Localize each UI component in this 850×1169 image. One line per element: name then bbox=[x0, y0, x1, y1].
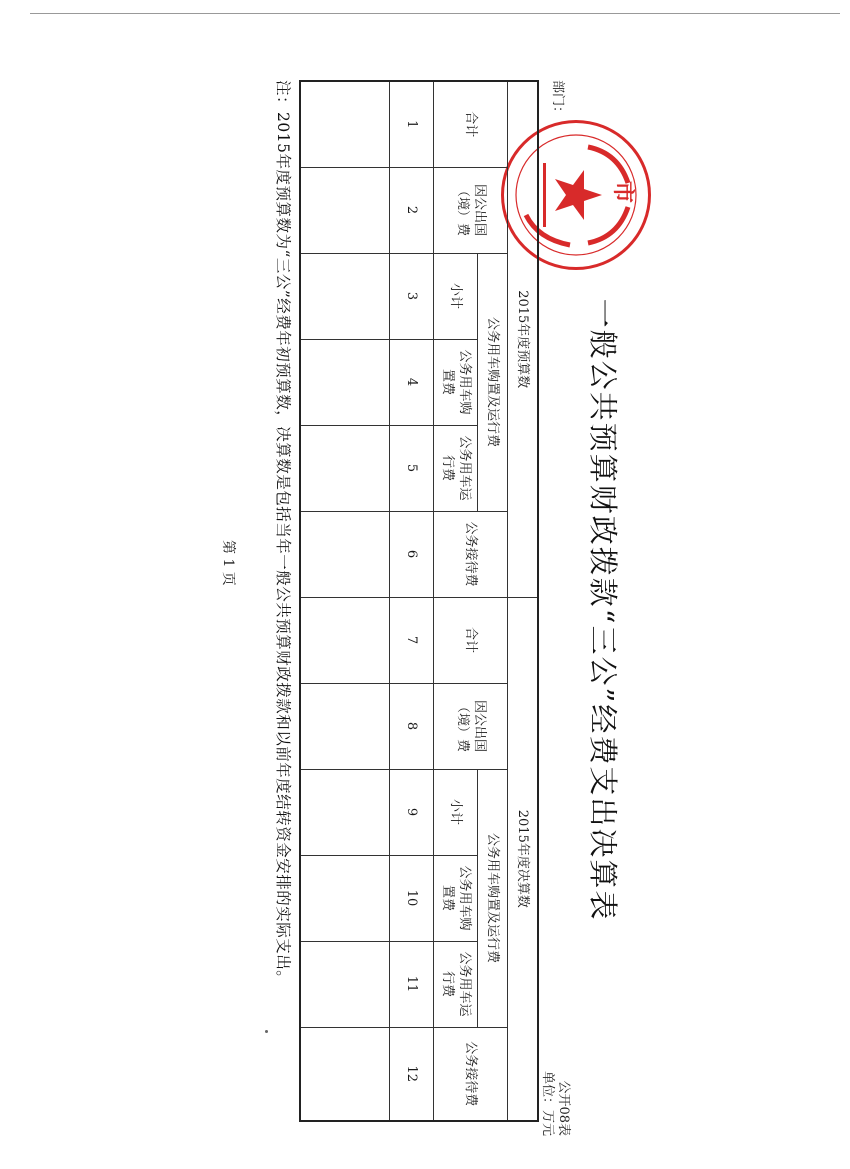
data-row bbox=[300, 81, 390, 1121]
data-cell bbox=[300, 1027, 390, 1121]
department-label: 部门： bbox=[550, 80, 565, 120]
footnote: 注：2015年度预算数为“三公”经费年初预算数，决算数是包括当年一般公共预算财政拨款和以前年度结转资金安排的实际支出。 bbox=[274, 80, 292, 987]
column-number: 5 bbox=[390, 425, 434, 511]
data-cell bbox=[300, 941, 390, 1027]
data-cell bbox=[300, 597, 390, 683]
data-cell bbox=[300, 855, 390, 941]
header-budget-total: 合计 bbox=[434, 81, 508, 167]
header-final-vehicle-operate: 公务用车运行费 bbox=[434, 941, 478, 1027]
data-cell bbox=[300, 425, 390, 511]
header-final-subtotal: 小计 bbox=[434, 769, 478, 855]
header-final-abroad: 因公出国（境）费 bbox=[434, 683, 508, 769]
page-title: 一般公共预算财政拨款“三公”经费支出决算表 bbox=[586, 298, 620, 922]
form-code: 公开08表 bbox=[556, 1080, 571, 1136]
column-number: 1 bbox=[390, 81, 434, 167]
header-budget-subtotal: 小计 bbox=[434, 253, 478, 339]
three-public-expenses-table bbox=[299, 80, 539, 1122]
header-final-vehicle-group: 公务用车购置及运行费 bbox=[478, 769, 508, 1027]
header-final-total: 合计 bbox=[434, 597, 508, 683]
data-cell bbox=[300, 253, 390, 339]
data-cell bbox=[300, 683, 390, 769]
column-number: 10 bbox=[390, 855, 434, 941]
column-number: 7 bbox=[390, 597, 434, 683]
column-number-row bbox=[390, 81, 434, 1121]
header-budget-abroad: 因公出国（境）费 bbox=[434, 167, 508, 253]
seal-text: 市 bbox=[610, 181, 636, 204]
header-budget-reception: 公务接待费 bbox=[434, 511, 508, 597]
page-number: 第 1 页 bbox=[220, 540, 236, 586]
column-number: 12 bbox=[390, 1027, 434, 1121]
column-number: 9 bbox=[390, 769, 434, 855]
header-final-reception: 公务接待费 bbox=[434, 1027, 508, 1121]
column-number: 2 bbox=[390, 167, 434, 253]
header-final-vehicle-purchase: 公务用车购置费 bbox=[434, 855, 478, 941]
column-number: 8 bbox=[390, 683, 434, 769]
column-number: 6 bbox=[390, 511, 434, 597]
header-budget-group: 2015年度预算数 bbox=[508, 81, 538, 597]
scan-edge-line bbox=[30, 13, 840, 14]
data-cell bbox=[300, 511, 390, 597]
data-cell bbox=[300, 167, 390, 253]
header-budget-vehicle-operate: 公务用车运行费 bbox=[434, 425, 478, 511]
rotated-sheet bbox=[215, 80, 635, 1140]
data-cell bbox=[300, 339, 390, 425]
column-number: 11 bbox=[390, 941, 434, 1027]
header-final-group: 2015年度决算数 bbox=[508, 597, 538, 1121]
data-cell bbox=[300, 81, 390, 167]
data-cell bbox=[300, 769, 390, 855]
column-number: 4 bbox=[390, 339, 434, 425]
header-budget-vehicle-group: 公务用车购置及运行费 bbox=[478, 253, 508, 511]
column-number: 3 bbox=[390, 253, 434, 339]
header-budget-vehicle-purchase: 公务用车购置费 bbox=[434, 339, 478, 425]
unit-label: 单位：万元 bbox=[540, 1070, 555, 1136]
